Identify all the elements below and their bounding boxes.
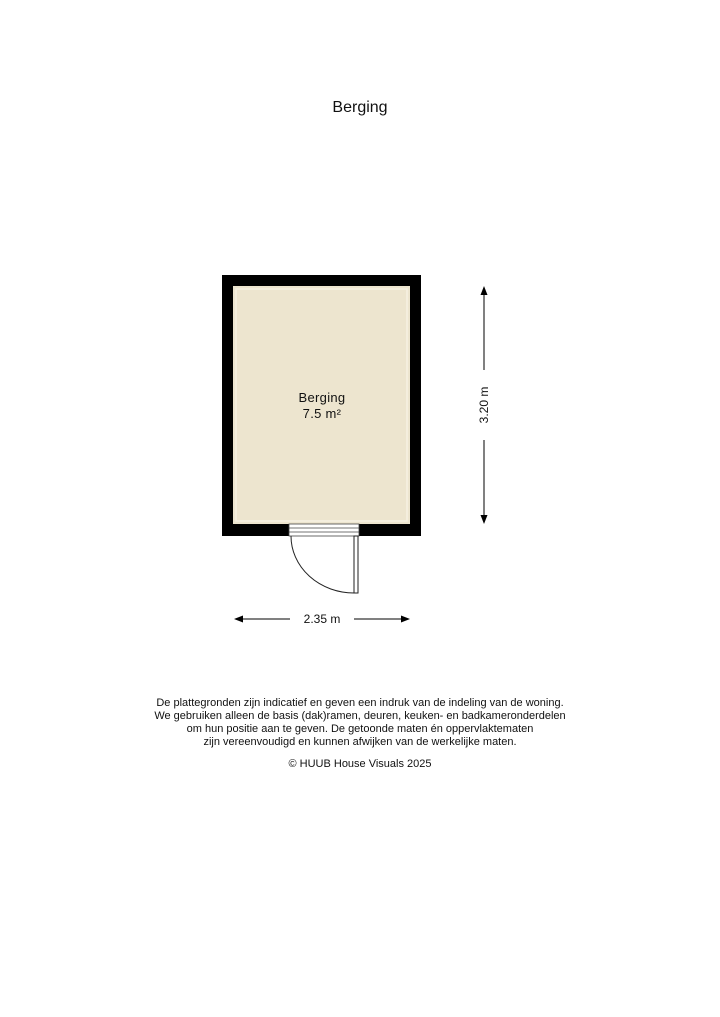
door-leaf [354, 536, 358, 593]
disclaimer-line: We gebruiken alleen de basis (dak)ramen, deuren, keuken- en badkameronderdelen [154, 710, 566, 722]
disclaimer-line: zijn vereenvoudigd en kunnen afwijken van de werkelijke maten. [203, 736, 517, 748]
room-name: Berging [298, 390, 346, 405]
disclaimer-line: De plattegronden zijn indicatief en geven een indruk van de indeling van de woning. [156, 697, 564, 709]
door-swing-arc [291, 536, 354, 593]
page-title: Berging [332, 99, 388, 116]
room-label [222, 390, 422, 422]
height-dimension-label: 3.20 m [477, 370, 491, 440]
copyright: © HUUB House Visuals 2025 [288, 758, 432, 770]
room-area: 7.5 m² [302, 406, 342, 421]
disclaimer-line: om hun positie aan te geven. De getoonde maten én oppervlaktematen [186, 723, 534, 735]
disclaimer [0, 697, 720, 749]
door-opening [289, 524, 359, 536]
width-dimension-label: 2.35 m [290, 612, 354, 626]
